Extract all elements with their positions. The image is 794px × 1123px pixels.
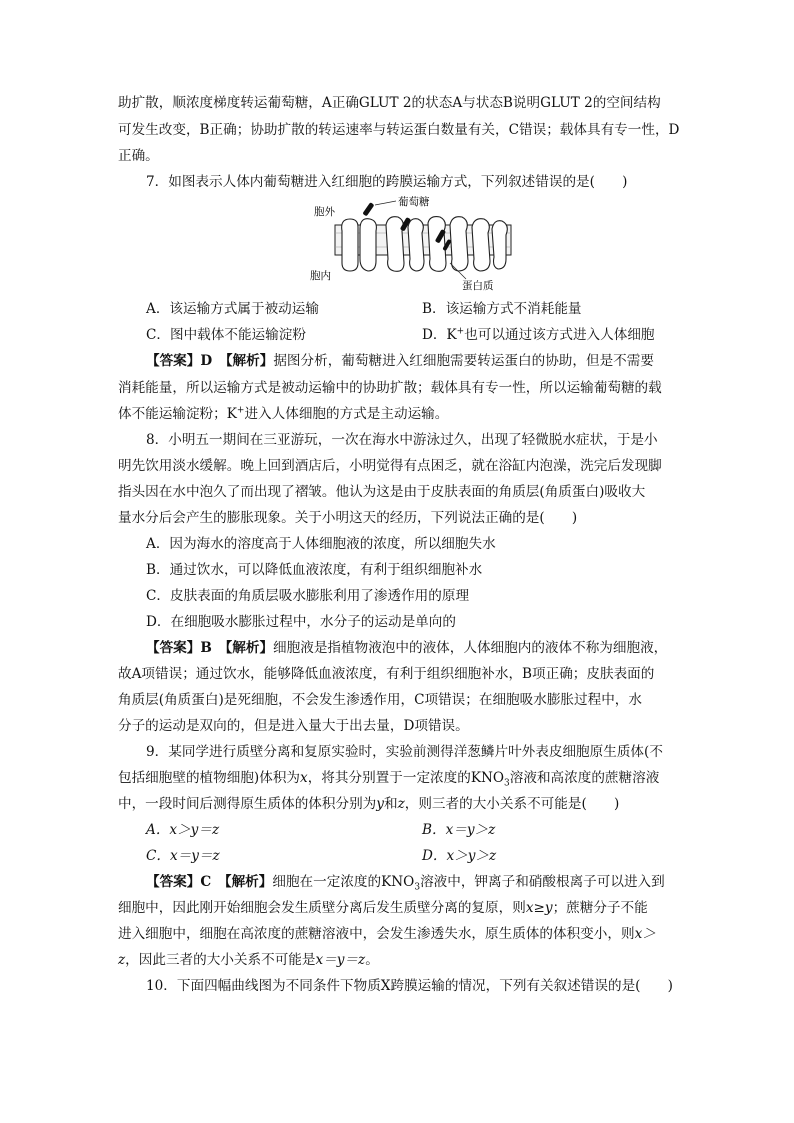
- label-protein: 蛋白质: [462, 280, 494, 291]
- q9-answer-line-1: 【答案】C 【解析】细胞在一定浓度的$KNO_3$溶液中，钾离子和硝酸根离子可以进入到: [146, 874, 665, 893]
- q8-stem-line-1: 8．小明五一期间在三亚游玩，一次在海水中游泳过久，出现了轻微脱水症状，于是小: [146, 432, 658, 448]
- q8-option-a: A．因为海水的溶度高于人体细胞液的浓度，所以细胞失水: [146, 536, 496, 552]
- q7-stem: 7．如图表示人体内葡萄糖进入红细胞的跨膜运输方式，下列叙述错误的是( ): [146, 174, 628, 190]
- q8-answer-line-4: 分子的运动是双向的，但是进入量大于出去量，D项错误。: [118, 718, 469, 734]
- q8-answer-line-1: 【答案】B 【解析】细胞液是指植物液泡中的液体，人体细胞内的液体不称为细胞液，: [146, 640, 668, 656]
- q8-answer-line-3: 角质层(角质蛋白)是死细胞，不会发生渗透作用，C项错误；在细胞吸水膨胀过程中，水: [118, 692, 642, 708]
- q9-option-d: D．x＞y＞z: [422, 848, 497, 864]
- q9-answer-line-3: 进入细胞中，细胞在高浓度的蔗糖溶液中，会发生渗透失水，原生质体的体积变小，则x＞: [118, 926, 656, 942]
- q7-option-d: D．K+也可以通过该方式进入人体细胞: [422, 326, 655, 343]
- q9-option-b: B．x＝y＞z: [422, 822, 496, 838]
- q9-stem-line-1: 9．某同学进行质壁分离和复原实验时，实验前测得洋葱鳞片叶外表皮细胞原生质体(不: [146, 744, 663, 760]
- q9-answer-line-2: 细胞中，因此刚开始细胞会发生质壁分离后发生质壁分离的复原，则x≥y；蔗糖分子不能: [118, 900, 648, 916]
- q8-option-d: D．在细胞吸水膨胀过程中，水分子的运动是单向的: [146, 614, 456, 630]
- q9-option-a: A．x＞y＝z: [146, 822, 220, 838]
- q9-stem-line-2: 包括细胞壁的植物细胞)体积为x，将其分别置于一定浓度的$KNO_3$溶液和高浓度的蔗糖溶液: [118, 770, 660, 789]
- label-outside: 胞外: [314, 206, 335, 218]
- q7-answer-line-1: 【答案】D 【解析】据图分析，葡萄糖进入红细胞需要转运蛋白的协助，但是不需要: [146, 353, 654, 369]
- membrane-transport-diagram: [300, 193, 520, 291]
- q8-option-c: C．皮肤表面的角质层吸水膨胀利用了渗透作用的原理: [146, 588, 470, 604]
- q8-option-b: B．通过饮水，可以降低血液浓度，有利于组织细胞补水: [146, 562, 483, 578]
- intro-line-3: 正确。: [118, 148, 159, 164]
- q8-answer-line-2: 故A项错误；通过饮水，能够降低血液浓度，有利于组织细胞补水，B项正确；皮肤表面的: [118, 666, 655, 682]
- label-inside: 胞内: [310, 270, 331, 282]
- q7-option-c: C．图中载体不能运输淀粉: [146, 327, 306, 343]
- q9-option-c: C．x＝y＝z: [146, 848, 220, 864]
- q7-option-b: B．该运输方式不消耗能量: [422, 301, 582, 317]
- intro-line-2: 可发生改变，B正确；协助扩散的转运速率与转运蛋白数量有关，C错误；载体具有专一性，D: [118, 122, 680, 138]
- label-glucose: 葡萄糖: [398, 196, 430, 208]
- q7-answer-line-3: 体不能运输淀粉；K+进入人体细胞的方式是主动运输。: [118, 405, 449, 422]
- q7-option-a: A．该运输方式属于被动运输: [146, 301, 319, 317]
- q9-stem-line-3: 中，一段时间后测得原生质体的体积分别为y和z，则三者的大小关系不可能是( ): [118, 796, 620, 812]
- q8-stem-line-4: 量水分后会产生的膨胀现象。关于小明这天的经历，下列说法正确的是( ): [118, 510, 578, 526]
- q10-stem: 10．下面四幅曲线图为不同条件下物质X跨膜运输的情况，下列有关叙述错误的是( ): [146, 978, 673, 994]
- q8-stem-line-2: 明先饮用淡水缓解。晚上回到酒店后，小明觉得有点困乏，就在浴缸内泡澡，洗完后发现脚: [118, 458, 662, 474]
- q8-stem-line-3: 指头因在水中泡久了而出现了褶皱。他认为这是由于皮肤表面的角质层(角质蛋白)吸收大: [118, 484, 646, 500]
- q9-answer-line-4: z，因此三者的大小关系不可能是x＝y＝z。: [118, 952, 379, 968]
- intro-line-1: 助扩散，顺浓度梯度转运葡萄糖，A正确GLUT 2的状态A与状态B说明GLUT 2的空间结构: [118, 95, 661, 111]
- q7-answer-line-2: 消耗能量，所以运输方式是被动运输中的协助扩散；载体具有专一性，所以运输葡萄糖的载: [118, 380, 662, 396]
